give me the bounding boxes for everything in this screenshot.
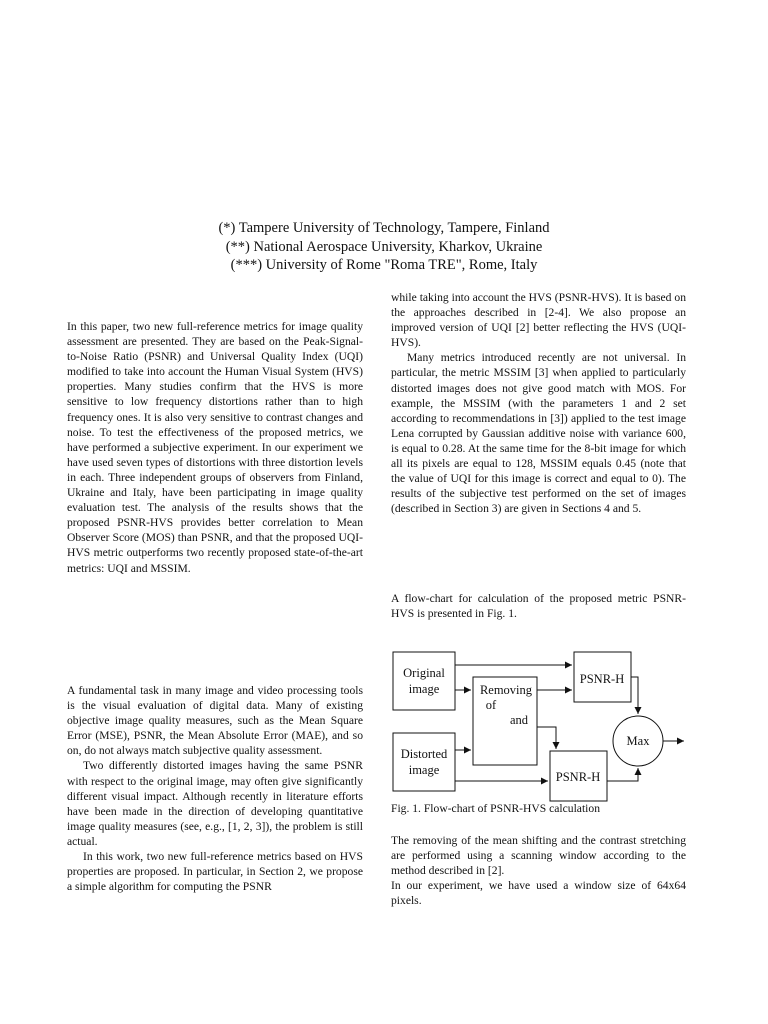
arrow-psnr-bottom-to-max: [607, 768, 638, 781]
removing-label: of: [485, 698, 497, 712]
affiliation-rome: (***) University of Rome "Roma TRE", Rome, Italy: [230, 257, 538, 273]
method-paragraph: In our experiment, we have used a window size of 64x64 pixels.: [391, 879, 686, 908]
intro-paragraph: Two differently distorted images having the same PSNR with respect to the original image, may often give significantly different visual impact. Although recently in literature efforts have been made in the direction of developing quantitative image quality measures (see, e.g., [1, 2, 3]), the problem is still actual.: [67, 759, 363, 848]
distorted-image-box: [393, 733, 455, 791]
psnr-h-top-label: PSNR-H: [579, 672, 625, 686]
removing-label: and: [509, 713, 529, 727]
abstract-text: In this paper, two new full-reference metrics for image quality assessment are presented. They are based on the Peak-Signal-to-Noise Ratio (PSNR) and Universal Quality Index (UQI) modified to take into account the Human Visual System (HVS) properties. Many studies confirm that the HVS is more sensitive to low frequency distortions rather than to high frequency ones. It is also very sensitive to contrast changes and noise. To test the effectiveness of the proposed metrics, we have performed a subjective experiment. In our experiment we have used seven types of distortions with three distortion levels in each. Three independent groups of observers from Finland, Ukraine and Italy, have been participating in image quality evaluation test. The analysis of the results shows that the proposed PSNR-HVS provides better correlation to Mean Observer Score (MOS) than PSNR, and that the proposed UQI-HVS metric outperforms two recently proposed state-of-the-art metrics: UQI and MSSIM.: [67, 320, 363, 575]
right-paragraph: Many metrics introduced recently are not universal. In particular, the metric MSSIM [3] when applied to particularly distorted images does not give good match with MOS. For example, the MSSIM (with the parameters 1 and 2 set according to recommendations in [3]) applied to the test image Lena corrupted by Gaussian additive noise with variance 600, is equal to 0.28. At the same time for the 8-bit image for which all its pixels are equal to 128, MSSIM equals 0.45 (note that the value of UQI for this image is correct and equal to 0). The results of the subjective test performed on the set of images (described in Section 3) are given in Sections 4 and 5.: [391, 351, 686, 516]
original-label: image: [408, 682, 440, 696]
flowchart-intro-text: A flow-chart for calculation of the proposed metric PSNR-HVS is presented in Fig. 1.: [391, 592, 686, 621]
intro-paragraph: In this work, two new full-reference metrics based on HVS properties are proposed. In particular, in Section 2, we propose a simple algorithm for computing the PSNR: [67, 850, 363, 894]
affiliation-kharkov: (**) National Aerospace University, Kharkov, Ukraine: [225, 238, 543, 255]
method-paragraph: The removing of the mean shifting and the contrast stretching are performed using a scanning window according to the method described in [2].: [391, 834, 686, 878]
arrow-psnr-top-to-max: [631, 677, 638, 714]
figure-caption: Fig. 1. Flow-chart of PSNR-HVS calculation: [391, 802, 600, 815]
psnr-h-bottom-label: PSNR-H: [555, 770, 601, 784]
affiliation-tampere: (*) Tampere University of Technology, Tampere, Finland: [218, 220, 550, 236]
distorted-label: Distorted: [400, 747, 448, 761]
original-label: Original: [403, 666, 445, 680]
distorted-label: image: [408, 763, 440, 777]
max-label: Max: [626, 734, 650, 748]
removing-label: Removing: [479, 683, 533, 697]
arrow-removing-to-psnr-bottom: [537, 727, 556, 749]
intro-paragraph: A fundamental task in many image and video processing tools is the visual evaluation of digital data. Many of existing objective image quality measures, such as the Mean Square Error (MSE), PSNR, the Mean Absolute Error (MAE), and so on, do not always match subjective quality assessment.: [67, 684, 363, 758]
right-paragraph: while taking into account the HVS (PSNR-HVS). It is based on the approaches described in [2-4]. We also propose an improved version of UQI [2] better reflecting the HVS (UQI-HVS).: [391, 291, 686, 350]
original-image-box: [393, 652, 455, 710]
method-text: [391, 833, 686, 908]
